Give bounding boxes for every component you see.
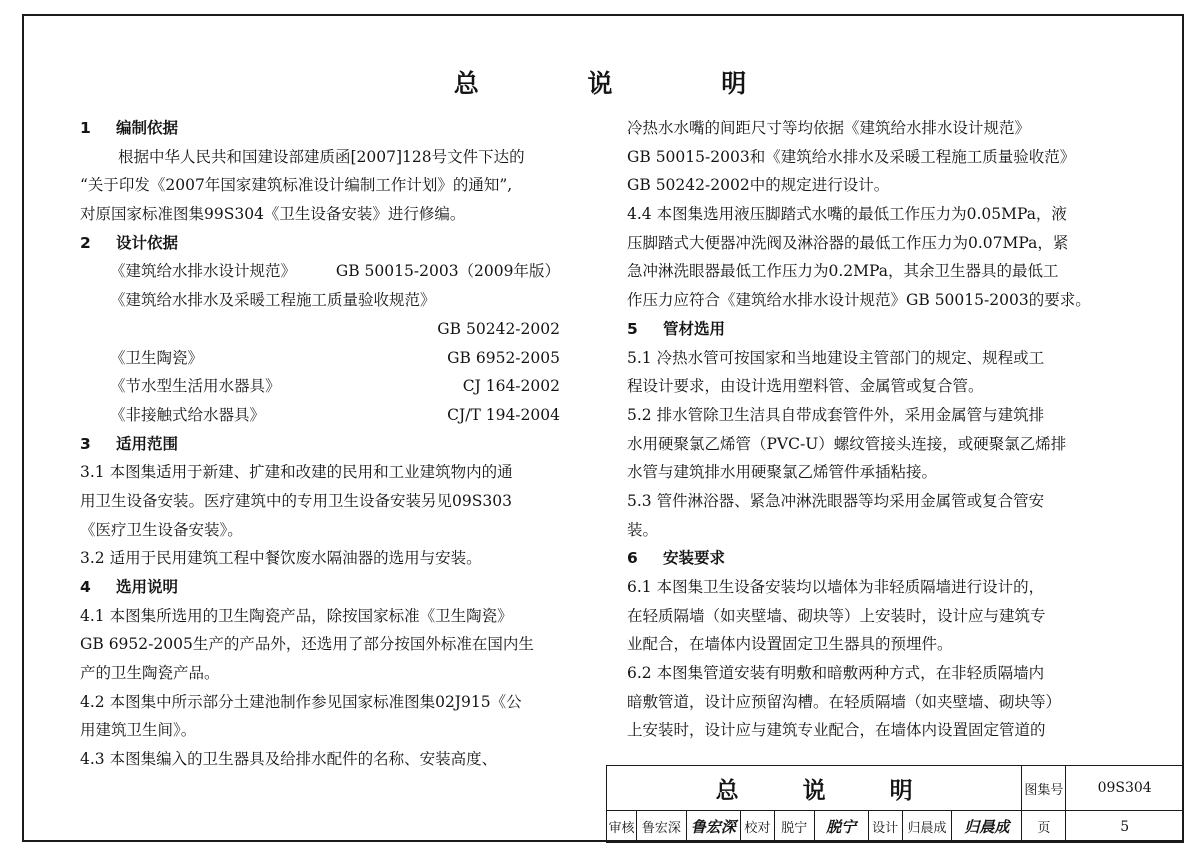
reference-name: 《非接触式给水器具》 [110,405,266,424]
section-number: 6 [627,549,638,568]
reference-item [80,286,560,315]
reference-code: CJ/T 194-2004 [447,405,560,424]
paragraph-line: 压脚踏式大便器冲洗阀及淋浴器的最低工作压力为0.07MPa，紧 [627,233,1069,252]
paragraph-line: 作压力应符合《建筑给水排水设计规范》GB 50015-2003的要求。 [627,291,1091,310]
atlas-number: 09S304 [1066,766,1184,811]
paragraph-line: GB 50015-2003和《建筑给水排水及采暖工程施工质量验收范》 [627,147,1076,166]
paragraph-line: 用建筑卫生间》。 [80,721,197,740]
paragraph-line: 对原国家标准图集99S304《卫生设备安装》进行修编。 [80,205,466,224]
section-number: 4 [80,578,91,596]
designer-signature-text: 归晨成 [964,818,1010,836]
paragraph-line: 《医疗卫生设备安装》。 [80,520,243,539]
reviewer-signature-text: 鲁宏深 [690,818,736,836]
paragraph-line: 程设计要求，由设计选用塑料管、金属管或复合管。 [627,377,984,396]
reference-name: 《节水型生活用水器具》 [110,377,281,396]
title-block [606,765,1184,843]
section-title: 选用说明 [116,578,179,596]
paragraph-line: 3.2 适用于民用建筑工程中餐饮废水隔油器的选用与安装。 [80,549,482,568]
reference-item [80,372,560,401]
paragraph-line: GB 50242-2002中的规定进行设计。 [627,176,890,195]
reviewer-signature [686,811,740,843]
section-title: 编制依据 [116,119,179,137]
reference-code: GB 6952-2005 [447,348,560,367]
paragraph-line: 5.2 排水管除卫生洁具自带成套管件外，采用金属管与建筑排 [627,405,1045,424]
paragraph-line: 5.1 冷热水管可按国家和当地建设主管部门的规定、规程或工 [627,348,1045,367]
section-title: 设计依据 [116,233,179,252]
designer-signature [952,811,1022,843]
design-label: 设计 [868,811,902,843]
checker-signature-text: 脱宁 [826,818,857,836]
paragraph-line: 暗敷管道，设计应预留沟槽。在轻质隔墙（如夹壁墙、砌块等） [627,692,1062,711]
reference-name: 《卫生陶瓷》 [110,348,204,367]
paragraph-line: 4.1 本图集所选用的卫生陶瓷产品，除按国家标准《卫生陶瓷》 [80,606,513,625]
paragraph-line: 冷热水水嘴的间距尺寸等均依据《建筑给水排水设计规范》 [627,119,1031,137]
paragraph-line: 6.2 本图集管道安装有明敷和暗敷两种方式，在非轻质隔墙内 [627,664,1045,683]
designer-name: 归晨成 [902,811,952,843]
paragraph-line: 根据中华人民共和国建设部建质函[2007]128号文件下达的 [118,147,525,166]
section-number: 1 [80,119,91,137]
review-label: 审核 [607,811,637,843]
page-title: 总 说 明 [453,69,797,98]
section-heading-2 [80,229,560,258]
section-title: 管材选用 [663,319,726,338]
paragraph-line: 产的卫生陶瓷产品。 [80,664,220,683]
reference-item [80,401,560,430]
paragraph-line: 用卫生设备安装。医疗建筑中的专用卫生设备安装另见09S303 [80,491,512,510]
section-number: 3 [80,434,91,453]
section-heading-4 [80,573,560,602]
reference-name: 《建筑给水排水及采暖工程施工质量验收规范》 [110,291,436,310]
right-column [627,114,1137,745]
left-column [80,114,560,774]
paragraph-line: 急冲淋洗眼器最低工作压力为0.2MPa，其余卫生器具的最低工 [627,262,1059,281]
reference-item [80,257,560,286]
paragraph-line: 装。 [627,520,659,539]
section-heading-1 [80,114,560,143]
reference-item [80,315,560,344]
paragraph-line: 水用硬聚氯乙烯管（PVC-U）螺纹管接头连接，或硬聚氯乙烯排 [627,434,1067,453]
section-heading-6 [627,544,1137,573]
checker-name: 脱宁 [774,811,814,843]
atlas-number-label: 图集号 [1022,766,1066,811]
reference-code: GB 50015-2003（2009年版） [335,262,560,281]
reviewer-name: 鲁宏深 [636,811,686,843]
section-title: 安装要求 [663,549,726,568]
paragraph-line: 上安装时，设计应与建筑专业配合，在墙体内设置固定管道的 [627,721,1046,740]
check-label: 校对 [740,811,774,843]
paragraph-line: 5.3 管件淋浴器、紧急冲淋洗眼器等均采用金属管或复合管安 [627,491,1045,510]
reference-code: CJ 164-2002 [462,377,560,396]
paragraph-line: 4.2 本图集中所示部分土建池制作参见国家标准图集02J915《公 [80,692,522,711]
paragraph-line: 业配合，在墙体内设置固定卫生器具的预埋件。 [627,635,953,654]
paragraph-line: 3.1 本图集适用于新建、扩建和改建的民用和工业建筑物内的通 [80,463,513,482]
paragraph-line: 6.1 本图集卫生设备安装均以墙体为非轻质隔墙进行设计的， [627,578,1045,596]
section-heading-5 [627,315,1137,344]
title-block-name: 总 说 明 [607,766,1022,811]
page-number: 5 [1066,811,1184,843]
paragraph-line: “关于印发《2007年国家建筑标准设计编制工作计划》的通知”, [80,176,513,195]
page-label: 页 [1022,811,1066,843]
paragraph-line: GB 6952-2005生产的产品外，还选用了部分按国外标准在国内生 [80,635,534,654]
section-number: 2 [80,233,91,252]
checker-signature [814,811,868,843]
section-title: 适用范围 [116,434,179,453]
reference-code: GB 50242-2002 [437,319,560,338]
paragraph-line: 4.4 本图集选用液压脚踏式水嘴的最低工作压力为0.05MPa，液 [627,205,1067,224]
reference-name: 《建筑给水排水设计规范》 [110,262,297,281]
section-number: 5 [627,319,638,338]
paragraph-line: 水管与建筑排水用硬聚氯乙烯管件承插粘接。 [627,463,938,482]
paragraph-line: 4.3 本图集编入的卫生器具及给排水配件的名称、安装高度、 [80,750,498,769]
reference-item [80,344,560,373]
section-heading-3 [80,430,560,459]
paragraph-line: 在轻质隔墙（如夹壁墙、砌块等）上安装时，设计应与建筑专 [627,606,1046,625]
